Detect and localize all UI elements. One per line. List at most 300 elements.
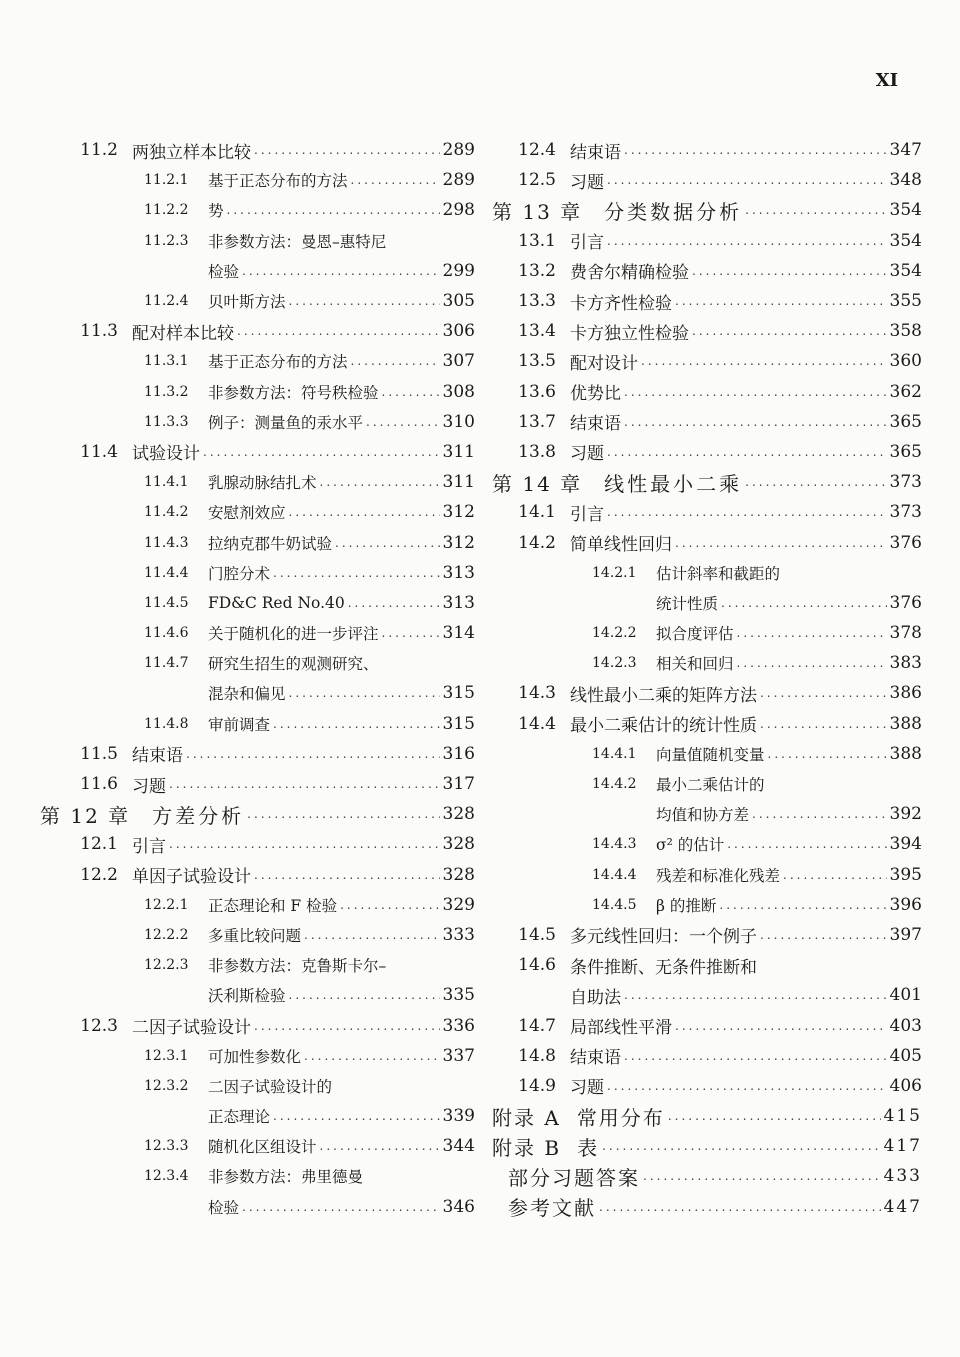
toc-entry	[492, 256, 922, 286]
toc-entry-title: 结束语	[570, 414, 621, 435]
dot-leader	[242, 1200, 440, 1214]
toc-entry-number: 13.4	[518, 321, 556, 342]
dot-leader	[242, 264, 440, 278]
toc-entry-title: 安慰剂效应	[208, 504, 286, 523]
toc-entry-page: 344	[442, 1136, 475, 1157]
toc-entry-number: 11.2.4	[144, 293, 189, 310]
dot-leader	[254, 1019, 440, 1033]
toc-entry	[492, 377, 922, 407]
toc-entry	[40, 1192, 475, 1222]
dot-leader	[289, 686, 440, 700]
toc-entry-number: 14.3	[518, 683, 556, 704]
toc-entry-page: 362	[889, 381, 922, 402]
toc-entry-page: 417	[883, 1136, 922, 1157]
toc-entry-title: 混杂和偏见	[208, 685, 286, 704]
toc-entry-number: 14.2.3	[592, 655, 637, 672]
toc-entry-page: 311	[442, 441, 475, 462]
toc-entry-page: 401	[889, 985, 922, 1006]
dot-leader	[254, 868, 440, 882]
toc-entry	[40, 588, 475, 618]
dot-leader	[289, 505, 440, 519]
toc-entry-page: 365	[889, 411, 922, 432]
toc-entry-number: 11.4.8	[144, 715, 189, 732]
toc-entry-number: 第 12 章	[40, 803, 131, 828]
toc-entry	[40, 467, 475, 497]
toc-entry-page: 298	[442, 200, 475, 221]
toc-entry-page: 383	[889, 653, 922, 674]
toc-entry	[40, 618, 475, 648]
toc-entry	[492, 195, 922, 225]
toc-entry-title: 条件推断、无条件推断和	[570, 957, 757, 978]
toc-entry-page: 358	[889, 321, 922, 342]
toc-entry-title: 非参数方法：弗里德曼	[208, 1168, 364, 1187]
toc-entry-number: 11.2.3	[144, 232, 189, 249]
toc-entry	[492, 1010, 922, 1040]
toc-entry-title: 二因子试验设计	[132, 1018, 251, 1039]
toc-entry-number: 12.2.1	[144, 896, 189, 913]
toc-entry-page: 378	[889, 623, 922, 644]
toc-entry	[40, 377, 475, 407]
toc-entry-number: 12.3.1	[144, 1047, 189, 1064]
toc-entry-page: 376	[889, 532, 922, 553]
toc-entry-title: 二因子试验设计的	[208, 1077, 333, 1096]
toc-entry-title: 卡方齐性检验	[570, 293, 672, 314]
toc-entry-number: 第 13 章	[492, 199, 583, 224]
dot-leader	[289, 988, 440, 1002]
toc-entry	[40, 1131, 475, 1161]
dot-leader	[607, 445, 887, 459]
dot-leader	[760, 717, 887, 731]
dot-leader	[203, 445, 440, 459]
toc-entry-page: 329	[442, 894, 475, 915]
dot-leader	[340, 898, 439, 912]
dot-leader	[607, 1079, 887, 1093]
toc-entry	[40, 890, 475, 920]
dot-leader	[721, 596, 887, 610]
toc-entry-number: 12.5	[518, 170, 556, 191]
toc-entry-title: 最小二乘估计的	[656, 776, 765, 795]
toc-entry-number: 14.4.3	[592, 836, 637, 853]
toc-entry-number: 12.3.2	[144, 1077, 189, 1094]
toc-entry-number: 12.3.4	[144, 1168, 189, 1185]
toc-entry	[492, 709, 922, 739]
toc-entry-page: 336	[442, 1015, 475, 1036]
toc-entry-title: 检验	[208, 1198, 240, 1217]
toc-entry-page: 299	[442, 260, 475, 281]
toc-entry-page: 306	[442, 321, 475, 342]
toc-entry-page: 354	[889, 200, 922, 221]
dot-leader	[382, 626, 440, 640]
toc-entry	[40, 1161, 475, 1191]
toc-entry-number: 14.4.2	[592, 776, 637, 793]
dot-leader	[366, 415, 440, 429]
dot-leader	[752, 807, 887, 821]
toc-entry	[492, 467, 922, 497]
dot-leader	[247, 807, 439, 821]
toc-entry-page: 388	[889, 713, 922, 734]
toc-entry	[492, 860, 922, 890]
toc-entry-number: 11.2.2	[144, 202, 189, 219]
toc-entry-page: 388	[889, 743, 922, 764]
dot-leader	[727, 837, 886, 851]
dot-leader	[760, 686, 887, 700]
toc-entry-number: 11.3.1	[144, 353, 189, 370]
dot-leader	[351, 354, 440, 368]
toc-entry-title: 非参数方法：克鲁斯卡尔–	[208, 957, 387, 976]
toc-left-column	[40, 135, 475, 1222]
toc-entry	[492, 678, 922, 708]
toc-entry-page: 354	[889, 230, 922, 251]
dot-leader	[335, 536, 440, 550]
toc-entry-title: 相关和回归	[656, 655, 734, 674]
toc-entry-page: 346	[442, 1196, 475, 1217]
toc-entry	[40, 165, 475, 195]
dot-leader	[624, 385, 887, 399]
toc-entry	[40, 256, 475, 286]
toc-entry-page: 310	[442, 411, 475, 432]
toc-entry-page: 313	[442, 592, 475, 613]
toc-entry-title: 习题	[570, 1078, 604, 1099]
toc-entry-title: 自助法	[570, 987, 621, 1008]
dot-leader	[169, 777, 440, 791]
dot-leader	[692, 264, 887, 278]
toc-entry	[492, 980, 922, 1010]
toc-entry-number: 11.4.6	[144, 625, 189, 642]
page-number: XI	[875, 70, 898, 91]
toc-entry-title: 正态理论和 F 检验	[208, 896, 338, 915]
toc-entry-title: 习题	[132, 776, 166, 797]
toc-entry-title: 乳腺动脉结扎术	[208, 474, 317, 493]
toc-entry	[492, 316, 922, 346]
toc-entry-page: 360	[889, 351, 922, 372]
toc-entry	[40, 860, 475, 890]
dot-leader	[273, 1109, 440, 1123]
dot-leader	[320, 475, 440, 489]
dot-leader	[624, 143, 887, 157]
toc-entry-page: 337	[442, 1045, 475, 1066]
toc-entry-number: 11.3	[80, 321, 118, 342]
toc-entry-title: 统计性质	[656, 594, 719, 613]
toc-entry-number: 13.7	[518, 411, 556, 432]
toc-entry-page: 355	[889, 291, 922, 312]
toc-entry-title: 引言	[570, 233, 604, 254]
toc-entry-title: 沃利斯检验	[208, 987, 286, 1006]
toc-entry-number: 12.2	[80, 864, 118, 885]
toc-entry	[492, 1161, 922, 1191]
toc-entry-page: 314	[442, 623, 475, 644]
toc-entry-title: 分类数据分析	[604, 199, 743, 224]
toc-entry-title: 向量值随机变量	[656, 745, 765, 764]
toc-entry-page: 395	[889, 864, 922, 885]
toc-entry-title: 可加性参数化	[208, 1047, 302, 1066]
dot-leader	[348, 596, 440, 610]
toc-entry-page: 315	[442, 683, 475, 704]
toc-entry-number: 14.4	[518, 713, 556, 734]
toc-entry	[492, 769, 922, 799]
toc-entry-number: 14.8	[518, 1045, 556, 1066]
toc-entry-page: 312	[442, 532, 475, 553]
toc-entry	[40, 1101, 475, 1131]
toc-entry	[492, 135, 922, 165]
toc-entry-title: 研究生招生的观测研究、	[208, 655, 379, 674]
toc-entry-page: 328	[442, 864, 475, 885]
toc-entry-title: 估计斜率和截距的	[656, 564, 781, 583]
toc-entry-number: 12.3	[80, 1015, 118, 1036]
toc-entry	[492, 1041, 922, 1071]
toc-entry-page: 308	[442, 381, 475, 402]
toc-entry	[492, 527, 922, 557]
toc-entry-number: 14.6	[518, 955, 556, 976]
toc-entry-number: 11.4.5	[144, 594, 189, 611]
toc-entry-title: 拉纳克郡牛奶试验	[208, 534, 333, 553]
toc-entry-page: 313	[442, 562, 475, 583]
toc-entry-page: 397	[889, 924, 922, 945]
toc-entry-title: 多元线性回归：一个例子	[570, 927, 757, 948]
dot-leader	[737, 626, 887, 640]
toc-entry	[492, 346, 922, 376]
toc-entry	[40, 437, 475, 467]
toc-entry-number: 11.6	[80, 774, 118, 795]
toc-entry-page: 365	[889, 441, 922, 462]
toc-entry-page: 335	[442, 985, 475, 1006]
toc-entry-title: 配对设计	[570, 353, 638, 374]
toc-entry-title: 门腔分术	[208, 564, 271, 583]
toc-entry-number: 13.6	[518, 381, 556, 402]
toc-entry-title: 结束语	[570, 1048, 621, 1069]
dot-leader	[304, 1049, 440, 1063]
toc-entry-page: 394	[889, 834, 922, 855]
toc-entry	[40, 407, 475, 437]
dot-leader	[675, 1019, 887, 1033]
toc-entry	[492, 558, 922, 588]
toc-entry-number: 14.5	[518, 924, 556, 945]
toc-entry-number: 第 14 章	[492, 471, 583, 496]
toc-entry-title: 参考文献	[508, 1196, 596, 1221]
toc-entry-page: 328	[442, 834, 475, 855]
toc-entry-page: 289	[442, 140, 475, 161]
dot-leader	[273, 566, 440, 580]
toc-entry	[40, 226, 475, 256]
toc-entry-page: 373	[889, 502, 922, 523]
toc-entry-number: 11.2.1	[144, 172, 189, 189]
toc-entry	[40, 1041, 475, 1071]
toc-entry-title: 习题	[570, 172, 604, 193]
toc-entry-page: 447	[883, 1196, 922, 1217]
toc-entry-page: 347	[889, 140, 922, 161]
toc-entry-page: 328	[442, 804, 475, 825]
dot-leader	[607, 173, 887, 187]
dot-leader	[783, 868, 887, 882]
toc-entry-number: 12.2.3	[144, 957, 189, 974]
toc-entry-title: 结束语	[132, 746, 183, 767]
toc-entry	[40, 739, 475, 769]
dot-leader	[607, 505, 887, 519]
toc-entry-page: 289	[442, 170, 475, 191]
toc-entry-title: 非参数方法：符号秩检验	[208, 383, 379, 402]
toc-entry	[40, 709, 475, 739]
toc-entry-number: 14.2.1	[592, 564, 637, 581]
dot-leader	[745, 475, 886, 489]
dot-leader	[289, 294, 440, 308]
toc-entry-title: 关于随机化的进一步评注	[208, 625, 379, 644]
toc-entry-title: 试验设计	[132, 444, 200, 465]
toc-entry	[40, 1071, 475, 1101]
toc-entry	[492, 1131, 922, 1161]
toc-entry-page: 392	[889, 804, 922, 825]
toc-entry-page: 406	[889, 1075, 922, 1096]
dot-leader	[227, 203, 440, 217]
toc-entry-number: 13.2	[518, 260, 556, 281]
toc-entry-page: 316	[442, 743, 475, 764]
dot-leader	[643, 1169, 881, 1183]
toc-entry-number: 11.3.3	[144, 413, 189, 430]
toc-entry-title: 正态理论	[208, 1108, 271, 1127]
dot-leader	[624, 415, 887, 429]
toc-entry-title: 部分习题答案	[508, 1165, 640, 1190]
toc-entry-title: 随机化区组设计	[208, 1138, 317, 1157]
dot-leader	[675, 294, 887, 308]
toc-entry	[492, 799, 922, 829]
toc-entry-page: 317	[442, 774, 475, 795]
toc-entry-number: 13.5	[518, 351, 556, 372]
toc-entry	[40, 286, 475, 316]
toc-entry-title: 贝叶斯方法	[208, 293, 286, 312]
toc-entry-page: 305	[442, 291, 475, 312]
toc-entry-number: 12.1	[80, 834, 118, 855]
toc-entry-page: 315	[442, 713, 475, 734]
toc-entry-number: 13.8	[518, 441, 556, 462]
toc-entry	[40, 678, 475, 708]
toc-entry-number: 附录 B	[492, 1135, 562, 1160]
toc-entry-title: 优势比	[570, 384, 621, 405]
toc-entry	[40, 1010, 475, 1040]
toc-entry-title: 势	[208, 202, 224, 221]
toc-entry	[40, 527, 475, 557]
dot-leader	[668, 1109, 881, 1123]
toc-entry	[40, 799, 475, 829]
dot-leader	[273, 717, 440, 731]
toc-entry-number: 14.7	[518, 1015, 556, 1036]
toc-entry	[492, 286, 922, 316]
dot-leader	[254, 143, 440, 157]
toc-entry-number: 14.4.1	[592, 745, 637, 762]
dot-leader	[768, 747, 887, 761]
toc-entry-number: 11.3.2	[144, 383, 189, 400]
dot-leader	[692, 324, 887, 338]
toc-entry	[492, 497, 922, 527]
toc-entry-title: 残差和标准化残差	[656, 866, 781, 885]
toc-entry-number: 14.2	[518, 532, 556, 553]
toc-entry-page: 396	[889, 894, 922, 915]
toc-entry	[492, 1192, 922, 1222]
toc-entry	[40, 346, 475, 376]
toc-entry-title: 拟合度评估	[656, 625, 734, 644]
toc-entry	[40, 316, 475, 346]
toc-entry-title: FD&C Red No.40	[208, 593, 345, 612]
toc-entry-title: 检验	[208, 262, 240, 281]
toc-entry-number: 14.2.2	[592, 625, 637, 642]
toc-entry	[492, 1101, 922, 1131]
toc-entry-title: 局部线性平滑	[570, 1018, 672, 1039]
toc-entry-title: 单因子试验设计	[132, 867, 251, 888]
toc-entry	[40, 497, 475, 527]
dot-leader	[745, 203, 886, 217]
toc-entry	[40, 769, 475, 799]
toc-entry-page: 403	[889, 1015, 922, 1036]
dot-leader	[675, 536, 887, 550]
dot-leader	[599, 1200, 881, 1214]
dot-leader	[641, 354, 887, 368]
toc-entry-title: β 的推断	[656, 896, 717, 915]
toc-entry-title: σ² 的估计	[656, 836, 725, 855]
toc-entry-number: 11.4.4	[144, 564, 189, 581]
dot-leader	[737, 656, 887, 670]
toc-entry-title: 结束语	[570, 142, 621, 163]
dot-leader	[382, 385, 440, 399]
dot-leader	[760, 928, 887, 942]
toc-entry	[492, 950, 922, 980]
dot-leader	[186, 747, 440, 761]
toc-entry	[492, 165, 922, 195]
toc-entry-title: 配对样本比较	[132, 323, 234, 344]
toc-entry	[40, 980, 475, 1010]
toc-entry-title: 非参数方法：曼恩–惠特尼	[208, 232, 387, 251]
toc-entry	[40, 920, 475, 950]
toc-entry-title: 引言	[132, 836, 166, 857]
dot-leader	[719, 898, 886, 912]
toc-entry	[492, 648, 922, 678]
toc-entry	[40, 648, 475, 678]
toc-entry	[40, 558, 475, 588]
toc-entry-page: 307	[442, 351, 475, 372]
toc-entry-title: 两独立样本比较	[132, 142, 251, 163]
toc-entry-title: 表	[577, 1135, 600, 1160]
toc-entry-number: 11.4.3	[144, 534, 189, 551]
toc-entry-title: 审前调查	[208, 715, 271, 734]
toc-entry	[40, 195, 475, 225]
toc-entry-page: 312	[442, 502, 475, 523]
toc-entry-title: 方差分析	[152, 803, 245, 828]
dot-leader	[169, 837, 440, 851]
toc-entry-title: 引言	[570, 504, 604, 525]
dot-leader	[320, 1139, 440, 1153]
toc-entry	[492, 618, 922, 648]
toc-entry-number: 11.5	[80, 743, 118, 764]
dot-leader	[351, 173, 440, 187]
toc-entry-title: 常用分布	[576, 1105, 665, 1130]
toc-entry	[492, 437, 922, 467]
toc-entry-title: 习题	[570, 444, 604, 465]
toc-entry-number: 14.4.5	[592, 896, 637, 913]
dot-leader	[624, 1049, 887, 1063]
toc-entry	[492, 226, 922, 256]
toc-right-column	[492, 135, 922, 1222]
toc-entry-number: 14.4.4	[592, 866, 637, 883]
toc-entry-title: 线性最小二乘的矩阵方法	[570, 685, 757, 706]
toc-entry-page: 433	[883, 1166, 922, 1187]
toc-entry	[40, 950, 475, 980]
toc-entry-title: 均值和协方差	[656, 806, 750, 825]
toc-entry-number: 12.3.3	[144, 1138, 189, 1155]
toc-entry-number: 13.1	[518, 230, 556, 251]
dot-leader	[237, 324, 440, 338]
dot-leader	[304, 928, 440, 942]
toc-entry-number: 12.2.2	[144, 926, 189, 943]
toc-entry-title: 费舍尔精确检验	[570, 263, 689, 284]
toc-entry-number: 12.4	[518, 140, 556, 161]
toc-entry-page: 348	[889, 170, 922, 191]
toc-entry	[492, 407, 922, 437]
